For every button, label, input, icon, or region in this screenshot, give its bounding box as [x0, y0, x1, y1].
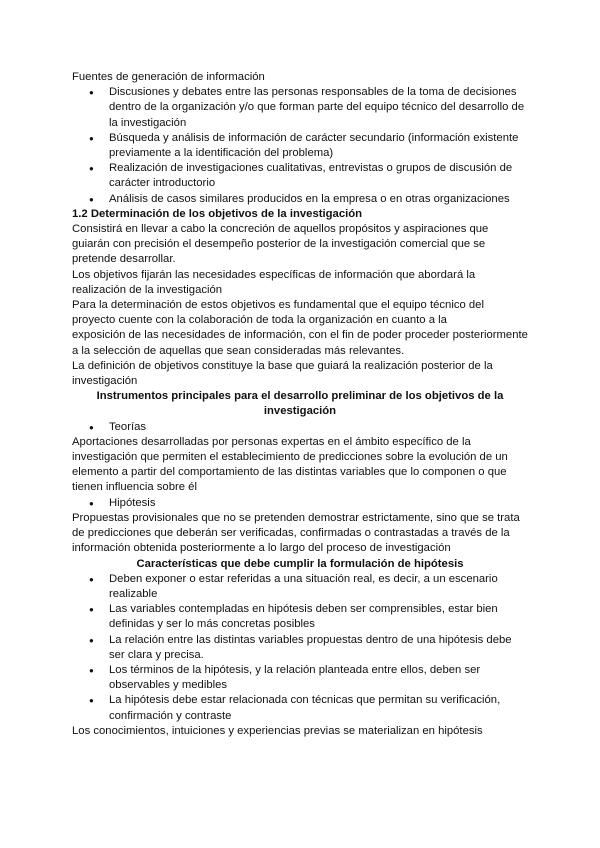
- list-item: ● Hipótesis: [72, 496, 528, 511]
- list-item: ● Deben exponer o estar referidas a una situación real, es decir, a un escenario realizable: [72, 572, 528, 602]
- paragraph: Para la determinación de estos objetivos es fundamental que el equipo técnico del proyecto cuente con la colaboración de toda la organización en cuanto a la: [72, 299, 484, 327]
- list-item: ● Los términos de la hipótesis, y la relación planteada entre ellos, deben ser observables y medibles: [72, 663, 528, 693]
- paragraph: Aportaciones desarrolladas por personas expertas en el ámbito específico de la investigación que permiten el establecimiento de predicciones sobre la evolución de un elemento a partir del comportamiento de las distintas variables que lo componen o que tienen influencia sobre él: [72, 435, 508, 494]
- intro-heading: Fuentes de generación de información: [72, 71, 265, 83]
- paragraph: Propuestas provisionales que no se pretenden demostrar estrictamente, sino que se trata de predicciones que deberán ser verificadas, confirmadas o contrastadas a través de la información obtenida posteriormente a lo largo del proceso de investigación: [72, 511, 520, 555]
- document-body: [72, 70, 528, 739]
- instruments-title: Instrumentos principales para el desarrollo preliminar de los objetivos de la investigación: [96, 390, 504, 418]
- theories-list: [72, 420, 528, 435]
- list-item: ● Teorías: [72, 420, 528, 435]
- paragraph: Los objetivos fijarán las necesidades específicas de información que abordará la realización de la investigación: [72, 268, 476, 296]
- list-item: ● La relación entre las distintas variables propuestas dentro de una hipótesis debe ser clara y precisa.: [72, 633, 528, 663]
- list-item: ● Búsqueda y análisis de información de carácter secundario (información existente previamente a la identificación del problema): [72, 131, 528, 161]
- sources-list: [72, 85, 528, 207]
- list-item: ● Realización de investigaciones cualitativas, entrevistas o grupos de discusión de carácter introductorio: [72, 161, 528, 191]
- paragraph: Consistirá en llevar a cabo la concreción de aquellos propósitos y aspiraciones que guiarán con precisión el desempeño posterior de la investigación comercial que se pretende desarrollar.: [72, 223, 489, 266]
- characteristics-title: Características que debe cumplir la formulación de hipótesis: [136, 557, 464, 570]
- closing-paragraph: Los conocimientos, intuiciones y experiencias previas se materializan en hipótesis: [72, 724, 483, 737]
- list-item: ● Las variables contempladas en hipótesis deben ser comprensibles, estar bien definidas y ser lo más concretas posibles: [72, 602, 528, 632]
- list-item: ● La hipótesis debe estar relacionada con técnicas que permitan su verificación, confirmación y contraste: [72, 693, 528, 723]
- list-item: ● Análisis de casos similares producidos en la empresa o en otras organizaciones: [72, 192, 528, 207]
- paragraph: exposición de las necesidades de información, con el fin de poder proceder posteriormente a la selección de aquellas que sean consideradas más relevantes.: [72, 329, 528, 357]
- list-item: ● Discusiones y debates entre las personas responsables de la toma de decisiones dentro de la organización y/o que forman parte del equipo técnico del desarrollo de la investigación: [72, 85, 528, 131]
- section-title: 1.2 Determinación de los objetivos de la investigación: [72, 207, 363, 220]
- characteristics-list: [72, 572, 528, 724]
- hypothesis-list: [72, 496, 528, 511]
- paragraph: La definición de objetivos constituye la base que guiará la realización posterior de la investigación: [72, 359, 493, 388]
